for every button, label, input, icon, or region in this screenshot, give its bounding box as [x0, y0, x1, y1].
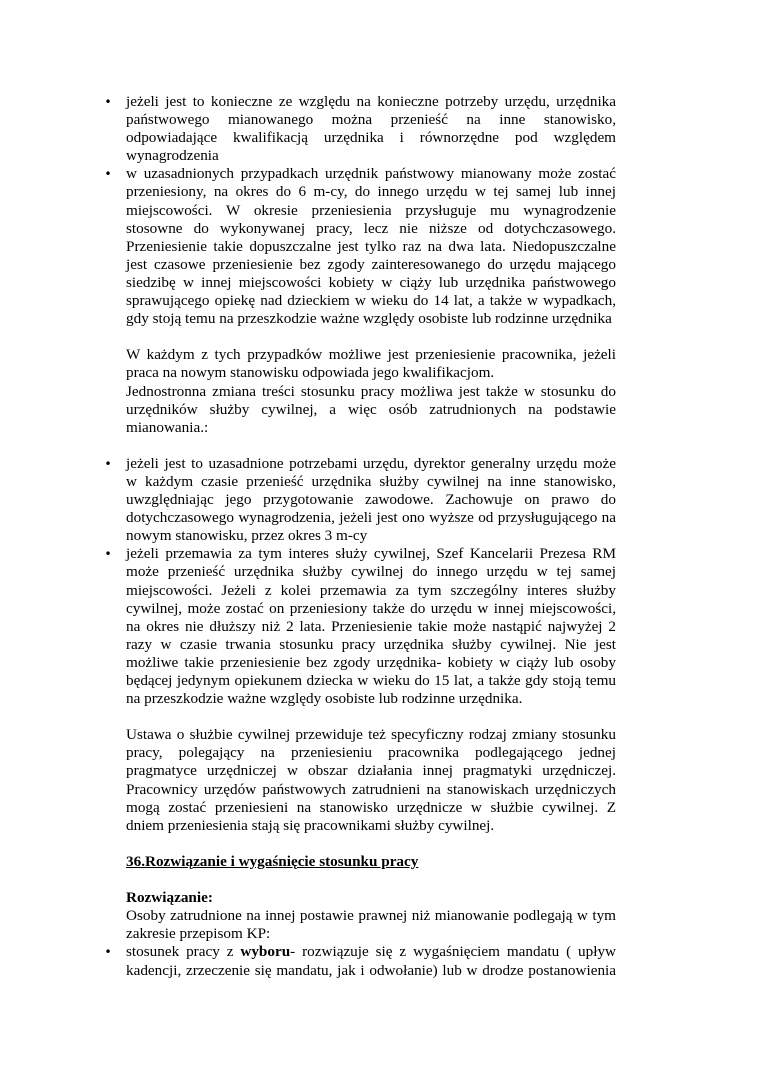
text-line: Pracownicy urzędów państwowych zatrudnieni na stanowiskach urzędniczych [126, 780, 616, 798]
text-line: zakresie przepisom KP: [126, 925, 271, 943]
text-line: siedzibę w innej miejscowości kobiety w ciąży lub urzędnika państwowego [126, 273, 616, 291]
text-segment: - rozwiązuje się z wygaśnięciem mandatu ( upływ [290, 943, 617, 961]
text-line: stosowne do wykonywanej pracy, lecz nie niższe od dotychczasowego. [126, 219, 616, 237]
text-line: Przeniesienie takie dopuszczalne jest tylko raz na dwa lata. Niedopuszczalne [126, 237, 616, 255]
text-segment: stosunek pracy z [126, 943, 241, 961]
text-line: będącej jedynym opiekunem dziecka w wieku do 15 lat, a także gdy stoją temu [126, 672, 616, 689]
text-line: Jednostronna zmiana treści stosunku pracy możliwa jest także w stosunku do [126, 382, 616, 400]
bullet-item [104, 454, 616, 545]
text-line: dniem przeniesienia stają się pracownikami służby cywilnej. [126, 816, 495, 834]
text-line: na okres nie dłuższy niż 2 lata. Przeniesienie takie może nastąpić najwyżej 2 [126, 617, 616, 635]
text-line: na przeszkodzie ważne względy osobiste lub rodzinne urzędnika. [126, 690, 523, 708]
bullet-item [104, 943, 617, 979]
text-line [126, 943, 616, 961]
text-line: w uzasadnionych przypadkach urzędnik państwowy mianowany może zostać [126, 165, 616, 183]
text-line: nowym stanowisku, przez okres 3 m-cy [126, 527, 368, 545]
text-line: cywilnej, może zostać on przeniesiony także do urzędu w innej miejscowości, [126, 599, 616, 617]
blank-line [126, 328, 616, 346]
text-line: urzędników służby cywilnej, a więc osób zatrudnionych na podstawie [126, 400, 616, 418]
bullet-marker: • [104, 95, 112, 109]
text-line: możliwe takie przeniesienie bez zgody urzędnika- kobiety w ciąży lub osoby [126, 653, 616, 671]
text-line: miejscowości. W okresie przeniesienia przysługuje mu wynagrodzenie [126, 201, 616, 219]
text-line: mogą zostać przeniesieni na stanowisko urzędnicze w służbie cywilnej. Z [126, 798, 616, 816]
text-line: miejscowości. Jeżeli z kolei przemawia za tym szczególny interes służby [126, 581, 616, 599]
text-line: odpowiadające kwalifikacją urzędnika i równorzędne pod względem [126, 129, 616, 147]
section-heading-line [126, 853, 616, 871]
blank-line [126, 835, 616, 853]
text-line: uwzględniając jego przygotowanie zawodowe. Zachowuje on prawo do [126, 491, 616, 509]
bullet-marker: • [104, 547, 112, 562]
blank-line [126, 437, 616, 455]
bullet-marker: • [104, 945, 112, 960]
document-body [104, 93, 617, 980]
bullet-item [104, 93, 616, 165]
text-line: dotychczasowego wynagrodzenia, jeżeli jest ono wyższe od przysługującego na [126, 509, 616, 527]
bold-term: wyboru [240, 943, 291, 961]
text-line: przeniesiony, na okres do 6 m-cy, do innego urzędu w tej samej lub innej [126, 183, 616, 201]
text-line: razy w czasie trwania stosunku pracy urzędnika służby cywilnej. Nie jest [126, 635, 616, 653]
text-line: sprawującego opiekę nad dzieckiem w wieku do 14 lat, a także w wypadkach, [126, 292, 616, 310]
paragraph [126, 383, 616, 437]
text-line: wynagrodzenia [126, 147, 219, 165]
blank-line [126, 871, 616, 889]
text-line: Ustawa o służbie cywilnej przewiduje też specyficzny rodzaj zmiany stosunku [126, 726, 616, 744]
text-line: jest czasowe przeniesienie bez zgody zainteresowanego do urzędu mającego [126, 255, 616, 273]
text-line: jeżeli jest to uzasadnione potrzebami urzędu, dyrektor generalny urzędu może [126, 454, 616, 472]
text-line: państwowego mianowanego można przenieść na inne stanowisko, [126, 111, 616, 129]
paragraph [126, 346, 616, 382]
text-line: jeżeli jest to konieczne ze względu na konieczne potrzeby urzędu, urzędnika [126, 93, 616, 110]
text-line: w każdym czasie przenieść urzędnika służby cywilnej na inne stanowisko, [126, 472, 616, 490]
text-line: Osoby zatrudnione na innej postawie prawnej niż mianowanie podlegają w tym [126, 907, 616, 925]
text-line: kadencji, zrzeczenie się mandatu, jak i odwołanie) lub w drodze postanowienia [126, 961, 616, 979]
text-line: może przenieść urzędnika służby cywilnej do innego urzędu w tej samej [126, 563, 616, 581]
bullet-marker: • [104, 456, 112, 471]
text-line: mianowania.: [126, 418, 209, 436]
bullet-item [104, 165, 616, 328]
bullet-marker: • [104, 167, 112, 182]
text-line: W każdym z tych przypadków możliwe jest przeniesienie pracownika, jeżeli [126, 346, 616, 364]
text-line: pracy, polegający na przeniesieniu pracownika podlegającego jednej [126, 744, 616, 762]
paragraph [126, 907, 616, 943]
text-line: jeżeli przemawia za tym interes służy cywilnej, Szef Kancelarii Prezesa RM [126, 545, 616, 563]
text-line: gdy stoją temu na przeszkodzie ważne względy osobiste lub rodzinne urzędnika [126, 310, 612, 328]
blank-line [126, 708, 616, 726]
section-heading: 36.Rozwiązanie i wygaśnięcie stosunku pracy [126, 852, 419, 870]
text-line: pragmatyce urzędniczej w obszar działania innej pragmatyki urzędniczej. [126, 762, 616, 780]
subsection-heading: Rozwiązanie: [126, 889, 213, 907]
bullet-item [104, 545, 616, 708]
paragraph [126, 726, 616, 835]
text-line: praca na nowym stanowisku odpowiada jego kwalifikacjom. [126, 364, 495, 382]
